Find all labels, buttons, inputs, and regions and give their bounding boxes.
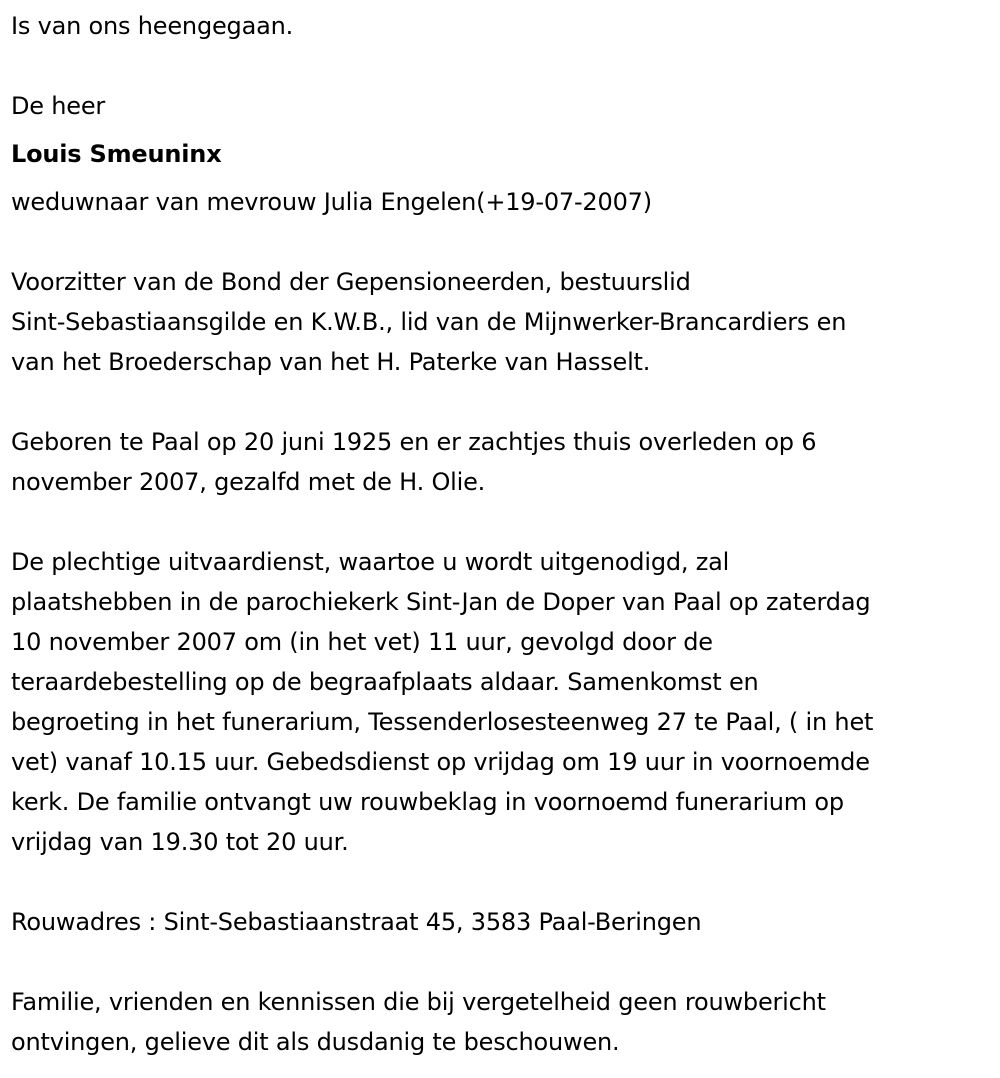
closing-line: Familie, vrienden en kennissen die bij vergetelheid geen rouwbericht bbox=[11, 988, 826, 1016]
funeral-line: kerk. De familie ontvangt uw rouwbeklag in voornoemd funerarium op bbox=[11, 788, 844, 816]
birth-line: Geboren te Paal op 20 juni 1925 en er zachtjes thuis overleden op 6 bbox=[11, 428, 817, 456]
memberships-line: van het Broederschap van het H. Paterke van Hasselt. bbox=[11, 348, 651, 376]
funeral-line: teraardebestelling op de begraafplaats aldaar. Samenkomst en bbox=[11, 668, 759, 696]
closing-line: ontvingen, gelieve dit als dusdanig te beschouwen. bbox=[11, 1028, 620, 1056]
funeral-line: vet) vanaf 10.15 uur. Gebedsdienst op vrijdag om 19 uur in voornoemde bbox=[11, 748, 870, 776]
salutation-text: De heer bbox=[11, 92, 106, 120]
memberships-line: Voorzitter van de Bond der Gepensioneerden, bestuurslid bbox=[11, 268, 691, 296]
funeral-line: De plechtige uitvaardienst, waartoe u wordt uitgenodigd, zal bbox=[11, 548, 730, 576]
birth-line: november 2007, gezalfd met de H. Olie. bbox=[11, 468, 486, 496]
funeral-line: vrijdag van 19.30 tot 20 uur. bbox=[11, 828, 349, 856]
mourning-address: Rouwadres : Sint-Sebastiaanstraat 45, 3583 Paal-Beringen bbox=[11, 908, 702, 936]
intro-text: Is van ons heengegaan. bbox=[11, 12, 294, 40]
funeral-line: plaatshebben in de parochiekerk Sint-Jan de Doper van Paal op zaterdag bbox=[11, 588, 871, 616]
deceased-name: Louis Smeuninx bbox=[11, 140, 222, 168]
funeral-line: begroeting in het funerarium, Tessenderlosesteenweg 27 te Paal, ( in het bbox=[11, 708, 874, 736]
spouse-text: weduwnaar van mevrouw Julia Engelen(+19-07-2007) bbox=[11, 188, 652, 216]
memberships-line: Sint-Sebastiaansgilde en K.W.B., lid van de Mijnwerker-Brancardiers en bbox=[11, 308, 847, 336]
funeral-line: 10 november 2007 om (in het vet) 11 uur, gevolgd door de bbox=[11, 628, 713, 656]
